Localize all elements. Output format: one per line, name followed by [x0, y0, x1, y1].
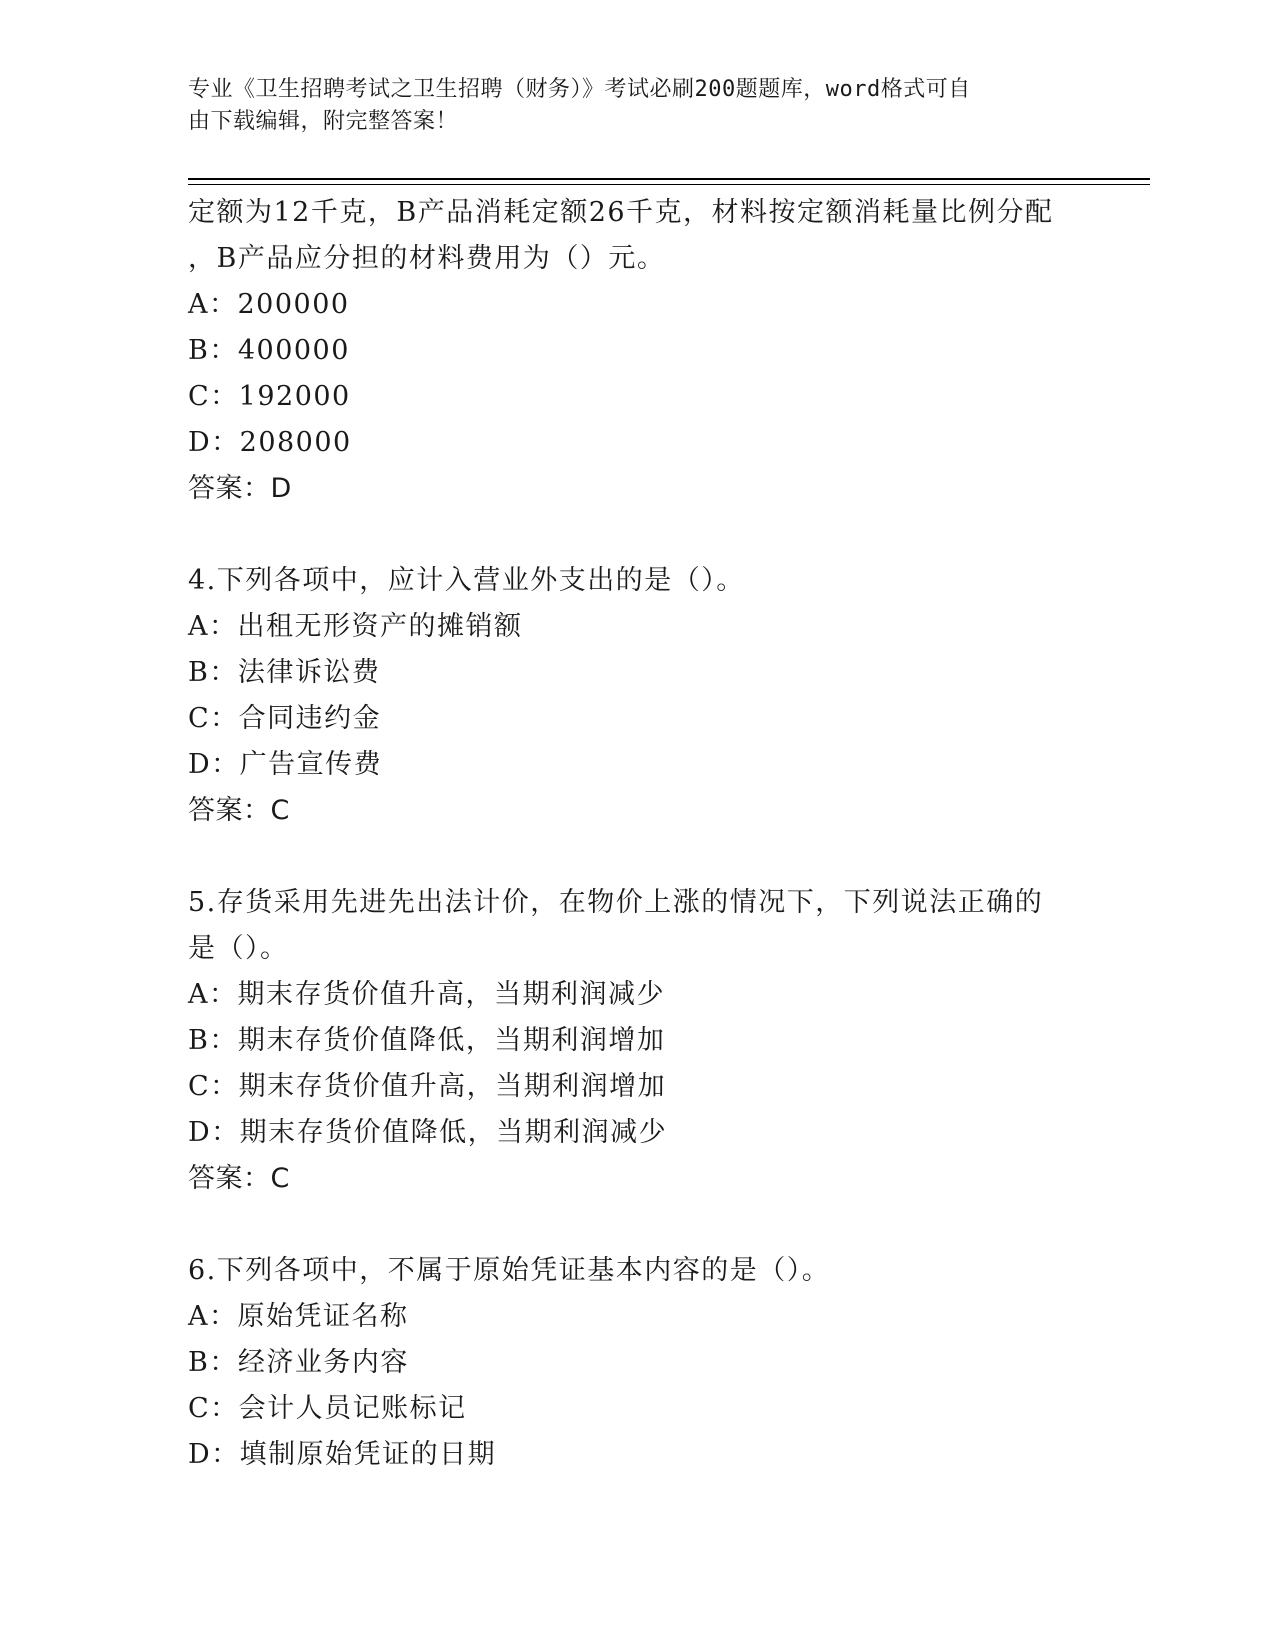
- question-list: [188, 190, 1088, 1478]
- option-b: B：经济业务内容: [188, 1347, 409, 1378]
- answer-line: 答案：C: [188, 1163, 290, 1194]
- option-a: A：200000: [188, 289, 350, 320]
- document-header: [188, 74, 1068, 138]
- question-stem: 定额为12千克，B产品消耗定额26千克，材料按定额消耗量比例分配: [188, 197, 1054, 228]
- question-stem: 6.下列各项中，不属于原始凭证基本内容的是（）。: [188, 1255, 831, 1286]
- option-a: A：出租无形资产的摊销额: [188, 611, 523, 642]
- option-d: D：填制原始凭证的日期: [188, 1439, 497, 1470]
- option-b: B：400000: [188, 335, 350, 366]
- spacer: [188, 834, 1088, 880]
- option-d: D：广告宣传费: [188, 749, 383, 780]
- option-c: C：期末存货价值升高，当期利润增加: [188, 1071, 667, 1102]
- option-c: C：合同违约金: [188, 703, 382, 734]
- answer-line: 答案：D: [188, 473, 292, 504]
- header-divider-thin: [188, 184, 1150, 185]
- question-3: [188, 190, 1088, 512]
- header-line-1: 专业《卫生招聘考试之卫生招聘（财务）》考试必刷200题题库，word格式可自: [188, 77, 971, 102]
- answer-line: 答案：C: [188, 795, 290, 826]
- header-divider-thick: [188, 178, 1150, 180]
- question-stem: ，B产品应分担的材料费用为（）元。: [188, 243, 666, 274]
- option-b: B：期末存货价值降低，当期利润增加: [188, 1025, 666, 1056]
- question-4: [188, 558, 1088, 834]
- option-a: A：期末存货价值升高，当期利润减少: [188, 979, 665, 1010]
- question-stem: 4.下列各项中，应计入营业外支出的是（）。: [188, 565, 745, 596]
- spacer: [188, 1202, 1088, 1248]
- question-6: [188, 1248, 1088, 1478]
- option-d: D：期末存货价值降低，当期利润减少: [188, 1117, 668, 1148]
- question-stem: 5.存货采用先进先出法计价，在物价上涨的情况下，下列说法正确的: [188, 887, 1044, 918]
- header-line-2: 由下载编辑，附完整答案！: [188, 109, 459, 134]
- option-a: A：原始凭证名称: [188, 1301, 409, 1332]
- option-c: C：会计人员记账标记: [188, 1393, 467, 1424]
- option-b: B：法律诉讼费: [188, 657, 381, 688]
- option-c: C：192000: [188, 381, 351, 412]
- question-stem: 是（）。: [188, 933, 289, 964]
- option-d: D：208000: [188, 427, 352, 458]
- spacer: [188, 512, 1088, 558]
- question-5: [188, 880, 1088, 1202]
